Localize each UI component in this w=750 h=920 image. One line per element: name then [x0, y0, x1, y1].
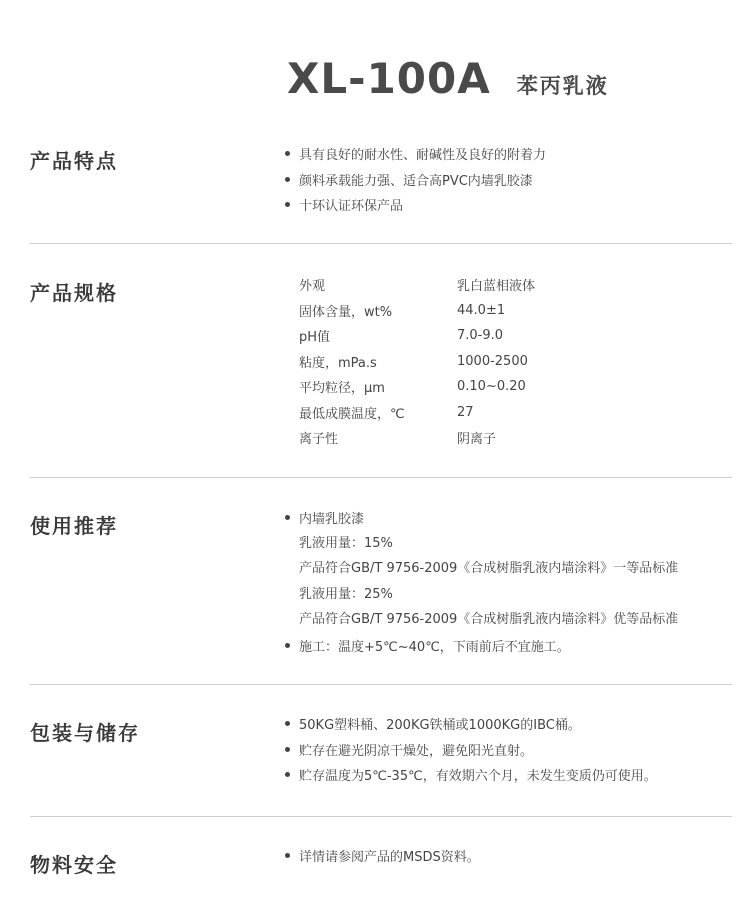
list-item [285, 737, 657, 763]
bullet-icon [285, 747, 290, 752]
features-list [285, 141, 546, 218]
divider [30, 684, 732, 685]
spec-value: 0.10~0.20 [457, 379, 526, 395]
divider [30, 477, 732, 478]
spec-row [285, 323, 535, 349]
spec-row [285, 349, 535, 375]
list-item [285, 141, 546, 167]
packaging-text: 贮存在避光阴凉干燥处，避免阳光直射。 [299, 743, 534, 759]
packaging-text: 50KG塑料桶、200KG铁桶或1000KG的IBC桶。 [299, 718, 581, 734]
spec-key: 外观 [299, 279, 326, 295]
list-item [285, 167, 546, 193]
spec-row [285, 425, 535, 451]
usage-detail: 乳液用量：25% [299, 586, 393, 602]
spec-value: 27 [457, 404, 474, 420]
feature-text: 具有良好的耐水性、耐碱性及良好的附着力 [299, 148, 547, 164]
divider [30, 243, 732, 244]
bullet-icon [285, 853, 290, 858]
bullet-icon [285, 643, 290, 648]
list-item [285, 633, 678, 659]
list-item [285, 505, 678, 531]
bullet-icon [285, 202, 290, 207]
spec-value: 1000-2500 [457, 353, 528, 369]
spec-key: 粘度，mPa.s [299, 355, 377, 371]
header [287, 54, 609, 103]
spec-key: pH值 [299, 330, 331, 346]
safety-text: 详情请参阅产品的MSDS资料。 [299, 850, 480, 866]
product-name: 苯丙乳液 [516, 74, 609, 98]
divider [30, 816, 732, 817]
section-title-packaging: 包装与储存 [30, 721, 140, 745]
usage-detail: 产品符合GB/T 9756-2009《合成树脂乳液内墙涂料》一等品标准 [299, 561, 679, 576]
spec-row [285, 400, 535, 426]
bullet-icon [285, 772, 290, 777]
packaging-text: 贮存温度为5℃-35℃，有效期六个月，未发生变质仍可使用。 [299, 769, 657, 785]
spec-row [285, 298, 535, 324]
spec-key: 固体含量，wt% [299, 304, 393, 320]
spec-key: 平均粒径，μm [299, 381, 385, 397]
spec-row [285, 272, 535, 298]
specs-table [285, 272, 535, 451]
feature-text: 颜料承载能力强、适合高PVC内墙乳胶漆 [299, 173, 533, 189]
list-item [285, 843, 480, 869]
spec-key: 离子性 [299, 432, 339, 448]
usage-detail: 产品符合GB/T 9756-2009《合成树脂乳液内墙涂料》优等品标准 [299, 612, 679, 627]
list-item [285, 192, 546, 218]
bullet-icon [285, 515, 290, 520]
spec-value: 阴离子 [457, 432, 497, 448]
spec-value: 44.0±1 [457, 302, 506, 318]
feature-text: 十环认证环保产品 [299, 199, 404, 215]
bullet-icon [285, 721, 290, 726]
list-item [285, 762, 657, 788]
section-title-specs: 产品规格 [30, 281, 118, 305]
spec-row [285, 374, 535, 400]
section-title-usage: 使用推荐 [30, 514, 118, 538]
usage-text: 内墙乳胶漆 [299, 512, 365, 528]
safety-list [285, 843, 480, 869]
list-item [285, 711, 657, 737]
spec-value: 乳白蓝相液体 [457, 279, 536, 295]
usage-text: 施工：温度+5℃~40℃，下雨前后不宜施工。 [299, 639, 570, 655]
spec-key: 最低成膜温度，℃ [299, 406, 405, 422]
usage-list [285, 505, 678, 658]
packaging-list [285, 711, 657, 788]
bullet-icon [285, 151, 290, 156]
section-title-features: 产品特点 [30, 149, 118, 173]
bullet-icon [285, 177, 290, 182]
spec-value: 7.0-9.0 [457, 328, 504, 344]
model-number: XL-100A [287, 54, 491, 103]
usage-detail: 乳液用量：15% [299, 535, 393, 551]
section-title-safety: 物料安全 [30, 853, 118, 877]
